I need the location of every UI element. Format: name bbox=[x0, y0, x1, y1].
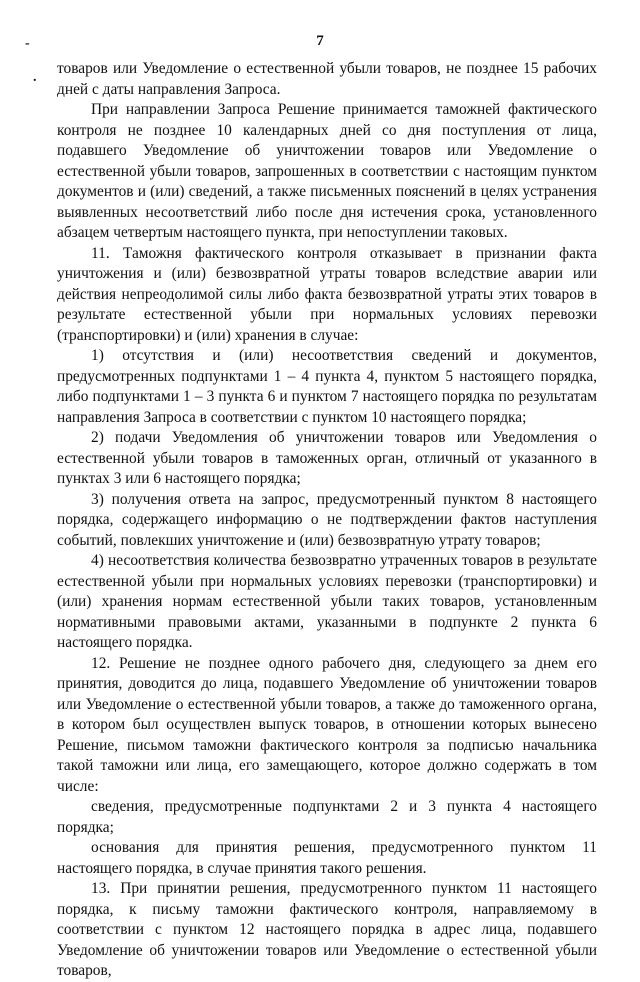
list-entry: сведения, предусмотренные подпунктами 2 и 3 пункта 4 настоящего порядка; bbox=[57, 798, 597, 836]
subparagraph-2: 2) подачи Уведомления об уничтожении товаров или Уведомления о естественной убыли товаров в таможенных орган, отличный от указанного в пунктах 3 или 6 настоящего порядка; bbox=[57, 429, 597, 487]
list-entry: основания для принятия решения, предусмотренного пунктом 11 настоящего порядка, в случае принятия такого решения. bbox=[57, 839, 597, 877]
paragraph-item-12: 12. Решение не позднее одного рабочего дня, следующего за днем его принятия, доводится до лица, подавшего Уведомление об уничтожении товаров или Уведомление о естественной убыли товаров, а также до таможенного органа, в котором был осуществлен выпуск товаров, в отношении которых вынесено Решение, письмом таможни фактического контроля за подписью начальника такой таможни или лица, его замещающего, которое должно содержать в том числе: bbox=[57, 654, 597, 795]
subparagraph-3: 3) получения ответа на запрос, предусмотренный пунктом 8 настоящего порядка, содержащего информацию о не подтверждении фактов наступления событий, повлекших уничтожение и (или) безвозвратную утрату товаров; bbox=[57, 490, 597, 549]
paragraph: При направлении Запроса Решение принимается таможней фактического контроля не позднее 10 календарных дней со дня поступления от лица, подавшего Уведомление об уничтожении товаров или Уведомление о естественной убыли товаров, запрошенных в соответствии с настоящим пунктом документов и (или) сведений, а также письменных пояснений в целях устранения выявленных несоответствий либо после дня истечения срока, установленного абзацем четвертым настоящего пункта, при непоступлении таковых. bbox=[57, 101, 597, 241]
paragraph-continuation: товаров или Уведомление о естественной убыли товаров, не позднее 15 рабочих дней с даты направления Запроса. bbox=[57, 60, 597, 98]
margin-mark: - bbox=[25, 36, 30, 51]
subparagraph-1: 1) отсутствия и (или) несоответствия сведений и документов, предусмотренных подпунктами 1 – 4 пункта 4, пунктом 5 настоящего порядка, либо подпунктами 1 – 3 пункта 6 и пунктом 7 настоящего порядка по результатам направления Запроса в соответствии с пунктом 10 настоящего порядка; bbox=[57, 347, 597, 426]
document-body bbox=[57, 59, 597, 982]
margin-mark: . bbox=[33, 70, 37, 85]
subparagraph-4: 4) несоответствия количества безвозвратно утраченных товаров в результате естественной убыли при нормальных условиях перевозки (транспортировки) и (или) хранения нормам естественной убыли таких товаров, установленным нормативными правовыми актами, указанными в подпункте 2 пункта 6 настоящего порядка. bbox=[57, 552, 597, 651]
paragraph-item-11: 11. Таможня фактического контроля отказывает в признании факта уничтожения и (или) безвозвратной утраты товаров вследствие аварии или действия непреодолимой силы либо факта безвозвратной утраты этих товаров в результате естественной убыли при нормальных условиях перевозки (транспортировки) и (или) хранения в случае: bbox=[57, 244, 597, 344]
paragraph-item-13: 13. При принятии решения, предусмотренного пунктом 11 настоящего порядка, к письму таможни фактического контроля, направляемому в соответствии с пунктом 12 настоящего порядка в адрес лица, подавшего Уведомление об уничтожении товаров или Уведомление о естественной убыли товаров, bbox=[57, 880, 597, 979]
page-number: 7 bbox=[316, 33, 324, 49]
